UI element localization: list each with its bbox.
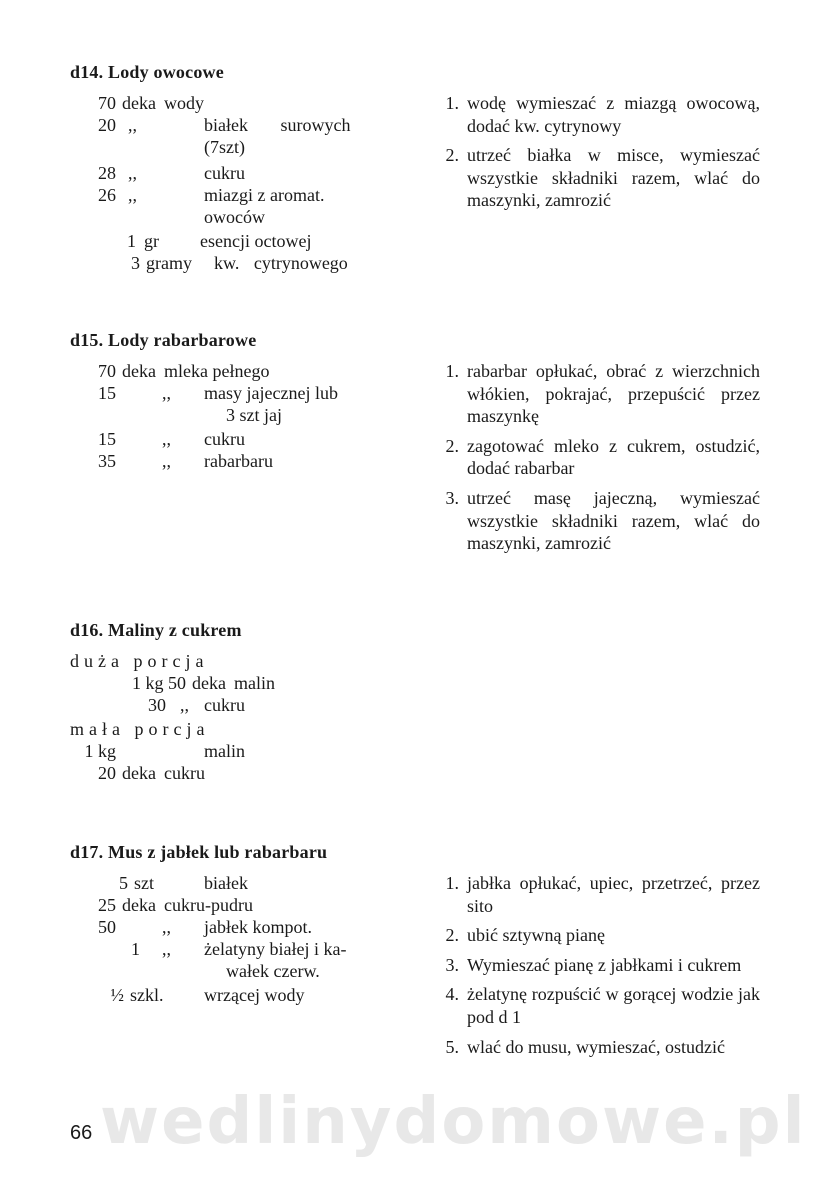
step-number: 2. <box>445 435 459 456</box>
ingredient-qty: 1 kg 50 <box>132 673 186 693</box>
step-item <box>435 954 760 977</box>
ingredient-unit: szt <box>134 873 154 893</box>
ingredient-name: cukru <box>164 763 205 783</box>
step-text: Wymieszać pianę z jabłkami i cukrem <box>467 954 742 975</box>
ingredient-unit: deka <box>122 895 156 915</box>
ingredient-unit: ,, <box>128 115 137 135</box>
ingredient-qty: 70 <box>98 93 116 113</box>
step-text: jabłka opłukać, upiec, przetrzeć, przez sito <box>467 873 760 916</box>
ingredient-qty: 25 <box>98 895 116 915</box>
ingredient-qty: 50 <box>98 917 116 937</box>
ingredient-name: białek surowych <box>204 115 351 135</box>
ingredient-name: cukru <box>204 429 245 449</box>
step-number: 3. <box>445 954 459 975</box>
ingredient-qty: 30 <box>148 695 166 715</box>
step-item <box>435 872 760 917</box>
step-text: zagotować mleko z cukrem, ostudzić, dodać rabarbar <box>467 435 760 479</box>
step-number: 2. <box>445 925 459 946</box>
ingredient-unit: ,, <box>162 451 171 471</box>
step-item <box>435 92 760 137</box>
ingredient-name: malin <box>234 673 275 693</box>
step-item <box>435 983 760 1028</box>
ingredient-name: rabarbaru <box>204 451 273 471</box>
ingredient-name: kw. cytrynowego <box>214 253 348 273</box>
ingredient-unit: szkl. <box>130 985 164 1005</box>
ingredient-unit: ,, <box>128 185 137 205</box>
step-list-d17 <box>435 872 760 1065</box>
ingredient-unit: ,, <box>162 429 171 449</box>
step-item <box>435 924 760 947</box>
step-number: 1. <box>445 93 459 113</box>
step-number: 2. <box>445 145 459 166</box>
ingredient-unit: ,, <box>162 383 171 403</box>
ingredient-qty: 70 <box>98 361 116 381</box>
ingredient-qty: 20 <box>98 115 116 135</box>
ingredient-qty: 15 <box>98 429 116 449</box>
ingredient-qty: 26 <box>98 185 116 205</box>
step-number: 5. <box>445 1036 459 1057</box>
step-number: 1. <box>445 873 459 893</box>
step-number: 1. <box>445 361 459 381</box>
ingredient-qty: 28 <box>98 163 116 183</box>
step-item <box>435 487 760 555</box>
ingredient-list-d16 <box>70 650 410 790</box>
ingredient-unit: ,, <box>180 695 189 715</box>
ingredient-unit: ,, <box>162 939 171 959</box>
ingredient-qty: 1 <box>131 939 140 959</box>
page-number: 66 <box>70 1122 93 1144</box>
ingredient-qty: 1 kg <box>84 741 116 761</box>
step-item <box>435 360 760 428</box>
ingredient-name: cukru-pudru <box>164 895 253 915</box>
ingredient-qty: 5 <box>119 873 128 893</box>
ingredient-name: cukru <box>204 163 245 183</box>
ingredient-name: wałek czerw. <box>226 961 320 981</box>
portion-label: mała porcja <box>70 719 210 739</box>
ingredient-name: żelatyny białej i ka- <box>204 939 347 959</box>
ingredient-unit: deka <box>122 763 156 783</box>
step-text: żelatynę rozpuścić w gorącej wodzie jak pod d 1 <box>467 984 760 1027</box>
step-item <box>435 144 760 212</box>
step-item <box>435 1036 760 1059</box>
ingredient-name: (7szt) <box>204 137 245 157</box>
step-text: wodę wymieszać z miazgą owocową, dodać kw. cytrynowy <box>467 93 760 136</box>
recipe-title-d15: d15. Lody rabarbarowe <box>70 330 257 350</box>
ingredient-name: owoców <box>204 207 265 227</box>
ingredient-unit: ,, <box>128 163 137 183</box>
watermark: wedlinydomowe.pl <box>100 1085 807 1159</box>
ingredient-name: masy jajecznej lub <box>204 383 338 403</box>
portion-label: duża porcja <box>70 651 209 671</box>
step-list-d14 <box>435 92 760 219</box>
ingredient-unit: deka <box>192 673 226 693</box>
ingredient-list-d14 <box>70 92 410 272</box>
ingredient-name: jabłek kompot. <box>204 917 312 937</box>
step-number: 3. <box>445 487 459 508</box>
ingredient-name: 3 szt jaj <box>226 405 282 425</box>
step-text: rabarbar opłukać, obrać z wierzchnich włókien, pokrajać, przepuścić przez maszynkę <box>467 361 760 427</box>
ingredient-qty: 3 <box>131 253 140 273</box>
recipe-title-d17: d17. Mus z jabłek lub rabarbaru <box>70 842 328 862</box>
ingredient-list-d17 <box>70 872 410 1022</box>
ingredient-qty: 1 <box>127 231 136 251</box>
step-item <box>435 435 760 480</box>
ingredient-name: esencji octowej <box>200 231 312 251</box>
step-text: utrzeć masę jajeczną, wymieszać wszystkie składniki razem, wlać do maszynki, zamrozić <box>467 487 760 554</box>
step-list-d15 <box>435 360 760 562</box>
step-text: ubić sztywną pianę <box>467 925 605 946</box>
ingredient-name: cukru <box>204 695 245 715</box>
ingredient-qty: 35 <box>98 451 116 471</box>
ingredient-name: malin <box>204 741 245 761</box>
ingredient-name: wody <box>164 93 204 113</box>
recipe-title-d14: d14. Lody owocowe <box>70 62 224 82</box>
ingredient-unit: deka <box>122 361 156 381</box>
ingredient-name: wrzącej wody <box>204 985 305 1005</box>
ingredient-unit: gr <box>144 231 159 251</box>
ingredient-name: mleka pełnego <box>164 361 270 381</box>
ingredient-name: miazgi z aromat. <box>204 185 325 205</box>
ingredient-qty: 20 <box>98 763 116 783</box>
ingredient-qty: 15 <box>98 383 116 403</box>
recipe-title-d16: d16. Maliny z cukrem <box>70 620 242 640</box>
ingredient-unit: ,, <box>162 917 171 937</box>
step-text: wlać do musu, wymieszać, ostudzić <box>467 1036 725 1057</box>
step-number: 4. <box>445 984 459 1005</box>
ingredient-list-d15 <box>70 360 410 480</box>
ingredient-unit: deka <box>122 93 156 113</box>
ingredient-qty: ½ <box>110 985 124 1005</box>
ingredient-name: białek <box>204 873 248 893</box>
ingredient-unit: gramy <box>146 253 192 273</box>
step-text: utrzeć białka w misce, wymieszać wszystkie składniki razem, wlać do maszynki, zamrozić <box>467 145 760 211</box>
